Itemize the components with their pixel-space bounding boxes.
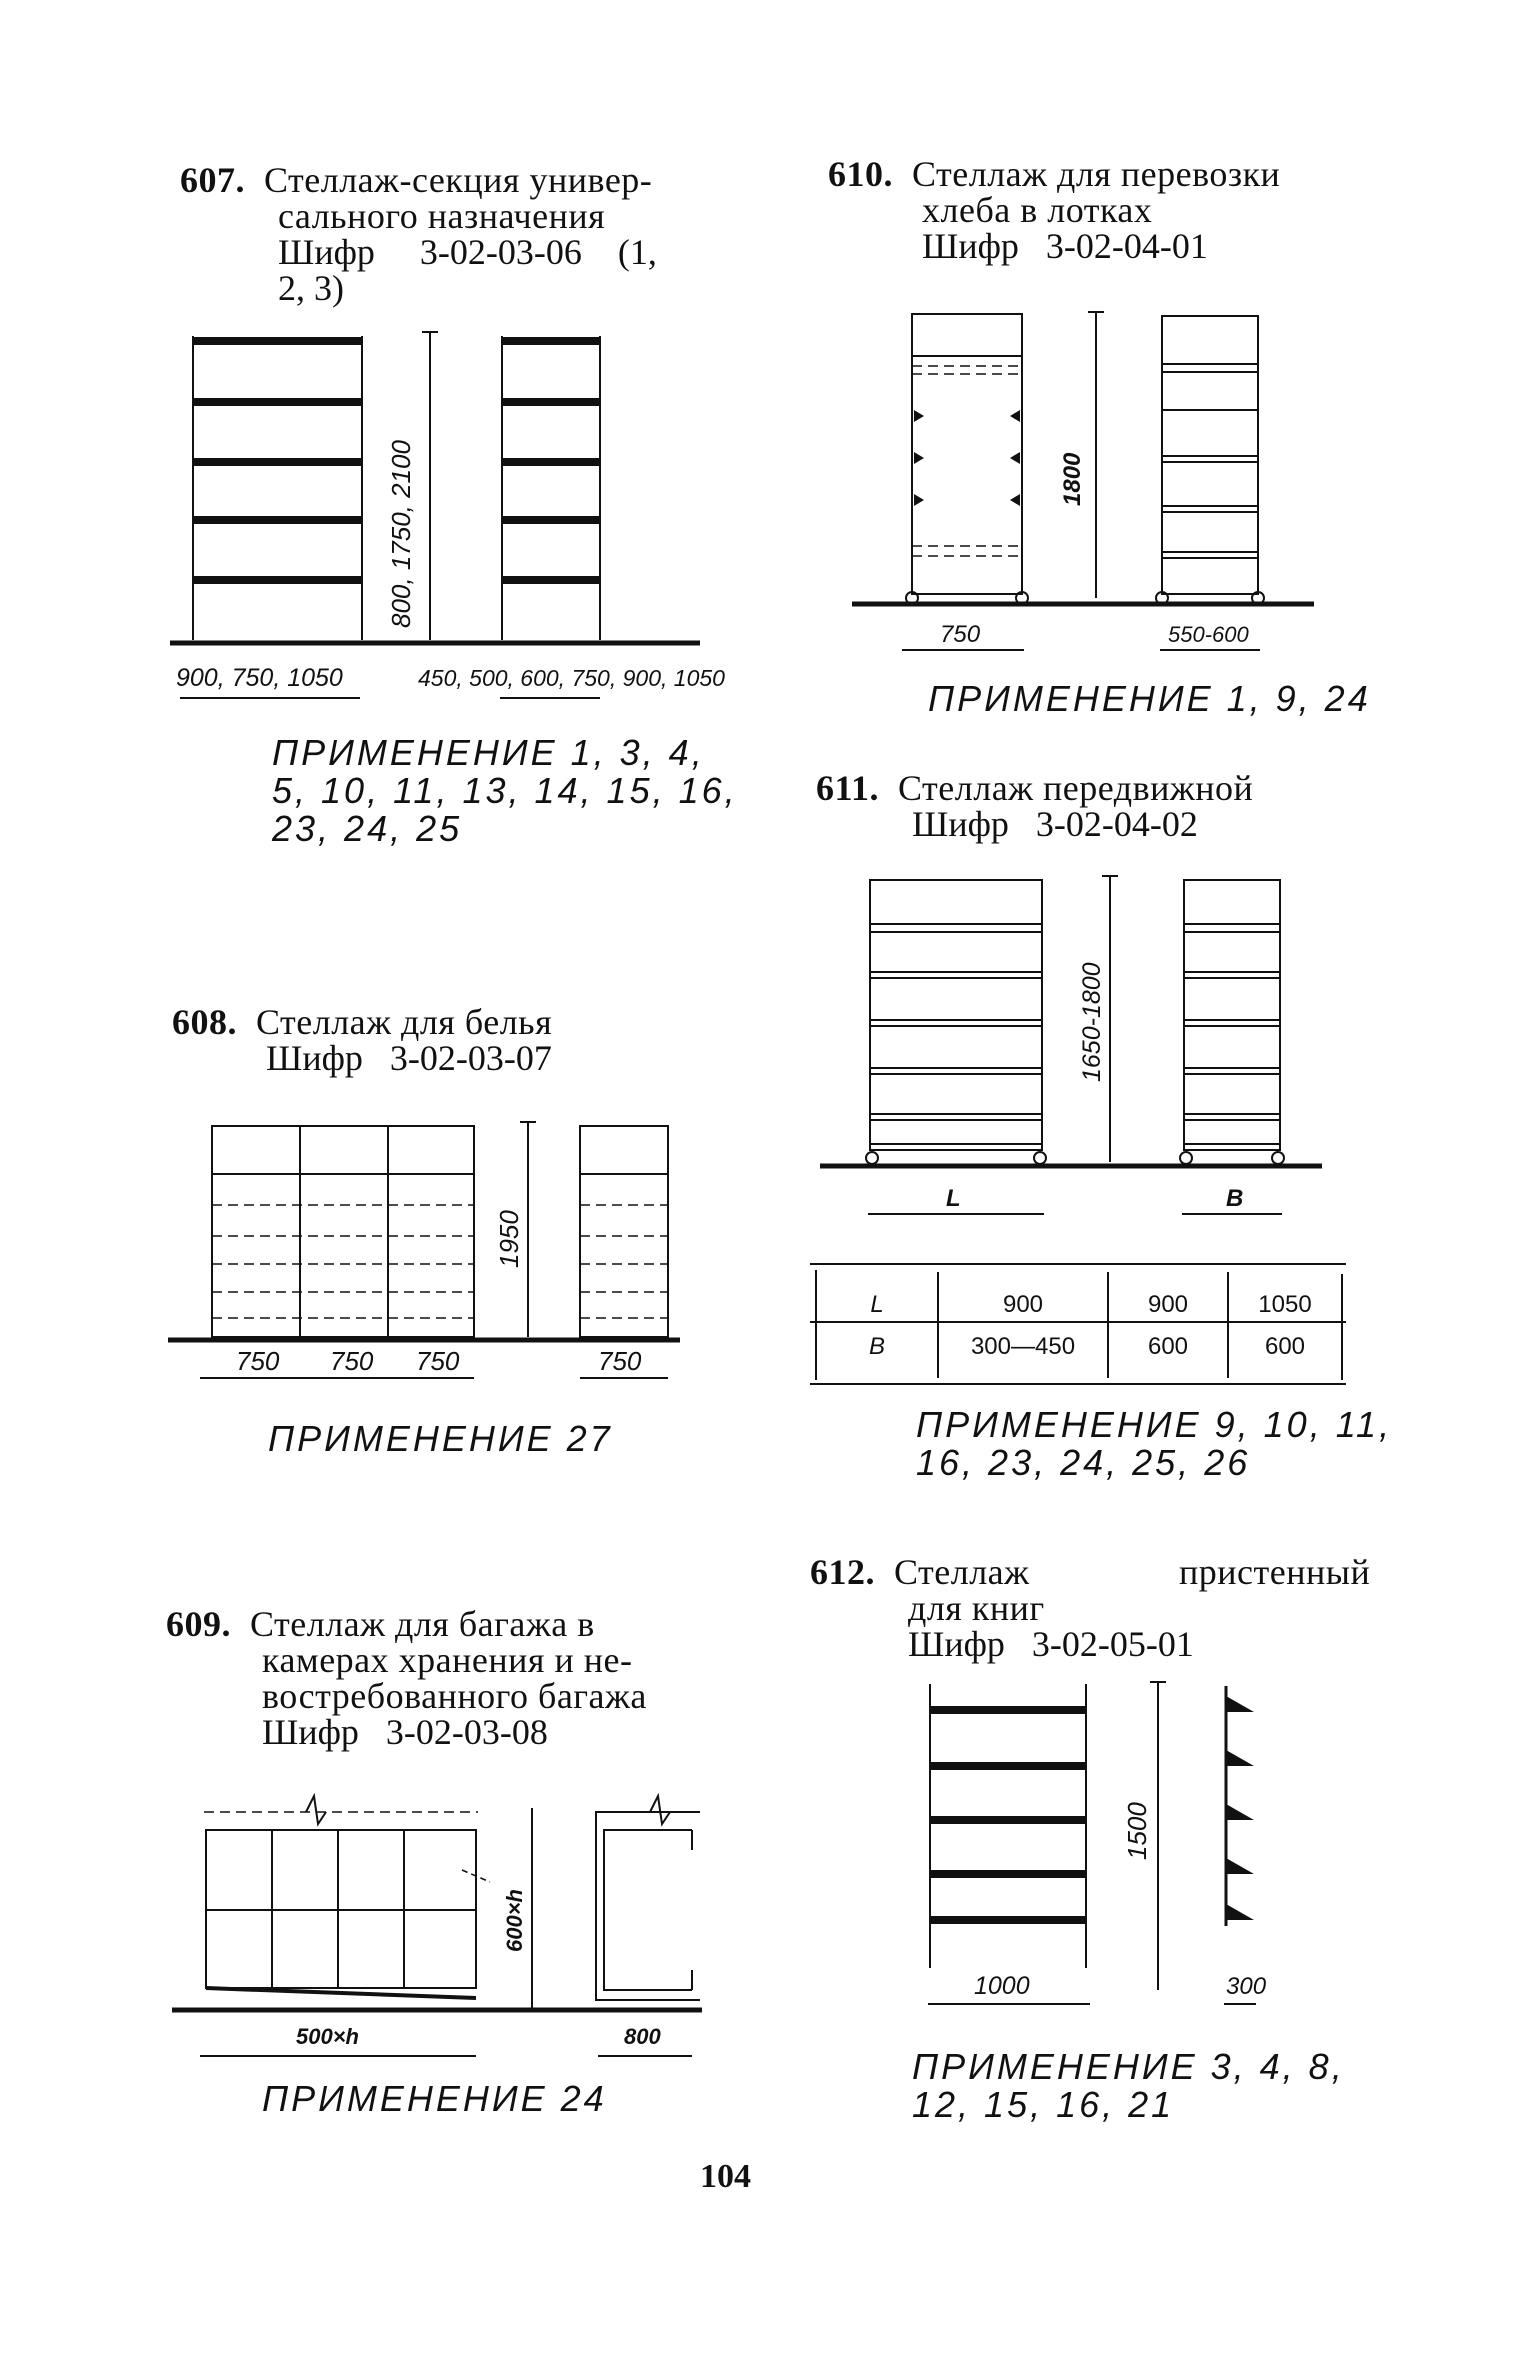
table-cell: 900 [1147, 1291, 1189, 1318]
entry-609-cipher-code: 3-02-03-08 [385, 1712, 548, 1752]
dim-607-width-front: 900, 750, 1050 [176, 664, 343, 692]
dim-612-side: 300 [1226, 1973, 1267, 2000]
entry-609-cipher-label: Шифр [262, 1712, 359, 1752]
entry-611-number: 611. [816, 768, 880, 808]
dim-607-width-side: 450, 500, 600, 750, 900, 1050 [418, 665, 725, 691]
dim-611-side: B [1226, 1185, 1244, 1212]
entry-607-cipher-extra2: 2, 3) [278, 268, 344, 308]
entry-609-title-line-2: камерах хранения и не- [262, 1640, 633, 1680]
dim-607-height: 800, 1750, 2100 [386, 440, 416, 628]
entry-611-cipher-label: Шифр [912, 804, 1009, 844]
entry-608-title-line-1: Стеллаж для белья [256, 1002, 553, 1042]
entry-607-number: 607. [180, 160, 245, 200]
dim-609-width: 500×h [296, 2024, 359, 2049]
entry-609-number: 609. [166, 1604, 231, 1644]
entry-612-number: 612. [810, 1552, 875, 1592]
entry-607-cipher-code: 3-02-03-06 [419, 232, 582, 272]
dim-611-height: 1650-1800 [1078, 962, 1106, 1082]
table-cell: 1050 [1258, 1291, 1312, 1318]
entry-612-application-line-2: 12, 15, 16, 21 [912, 2084, 1175, 2125]
dim-611-width: L [946, 1185, 961, 1212]
entry-609-title-line-1: Стеллаж для багажа в [250, 1604, 595, 1644]
entry-608-cipher-code: 3-02-03-07 [389, 1038, 552, 1078]
entry-609-title-line-3: востребованного багажа [262, 1676, 647, 1716]
entry-610-cipher-label: Шифр [922, 226, 1019, 266]
entry-607-title-line-2: сального назначения [278, 196, 606, 236]
entry-608-application-line-1: ПРИМЕНЕНИЕ 27 [268, 1418, 613, 1459]
entry-608-number: 608. [172, 1002, 237, 1042]
entry-610-application-line-1: ПРИМЕНЕНИЕ 1, 9, 24 [928, 678, 1371, 719]
entry-612-cipher-label: Шифр [908, 1624, 1005, 1664]
table-row-label: L [870, 1291, 884, 1318]
entry-610-title-line-2: хлеба в лотках [922, 190, 1153, 230]
entry-607-cipher-label: Шифр [278, 232, 375, 272]
dim-608-w2: 750 [330, 1346, 374, 1376]
table-cell: 300—450 [970, 1333, 1076, 1360]
dim-608-w3: 750 [416, 1346, 460, 1376]
entry-611-application-line-2: 16, 23, 24, 25, 26 [916, 1442, 1251, 1483]
dim-612-width: 1000 [974, 1972, 1030, 2000]
table-row-label: B [868, 1333, 885, 1360]
entry-607-application-line-1: ПРИМЕНЕНИЕ 1, 3, 4, [272, 732, 705, 773]
entry-607-title-line-1: Стеллаж-секция универ- [264, 160, 653, 200]
table-cell: 600 [1147, 1333, 1189, 1360]
dim-608-w1: 750 [236, 1346, 280, 1376]
entry-612-title-line-2: для книг [908, 1588, 1045, 1628]
entry-608-cipher-label: Шифр [266, 1038, 363, 1078]
entry-612-title-line-1: Стеллаж пристенный [894, 1552, 1371, 1592]
dim-609-height: 600×h [502, 1889, 527, 1952]
entry-612-application-line-1: ПРИМЕНЕНИЕ 3, 4, 8, [912, 2046, 1345, 2087]
dim-609-side: 800 [624, 2024, 661, 2049]
entry-607-application-line-3: 23, 24, 25 [272, 808, 463, 849]
entry-612-application [912, 2048, 1345, 2124]
entry-609-application-line-1: ПРИМЕНЕНИЕ 24 [262, 2078, 607, 2119]
dim-612-height: 1500 [1122, 1802, 1152, 1860]
entry-607-cipher-extra: (1, [617, 232, 657, 272]
dim-610-height: 1800 [1059, 452, 1086, 506]
entry-610-title-line-1: Стеллаж для перевозки [912, 154, 1281, 194]
entry-610-number: 610. [828, 154, 893, 194]
entry-611-title-line-1: Стеллаж передвижной [898, 768, 1254, 808]
table-cell: 900 [1002, 1291, 1044, 1318]
table-cell: 600 [1264, 1333, 1306, 1360]
entry-612-cipher-code: 3-02-05-01 [1031, 1624, 1194, 1664]
dim-608-side: 750 [598, 1346, 642, 1376]
entry-611-cipher-code: 3-02-04-02 [1035, 804, 1198, 844]
dim-608-height: 1950 [494, 1210, 524, 1268]
dim-610-width: 750 [940, 621, 981, 648]
entry-610-cipher-code: 3-02-04-01 [1045, 226, 1208, 266]
entry-611-application-line-1: ПРИМЕНЕНИЕ 9, 10, 11, [916, 1404, 1393, 1445]
page-number: 104 [700, 2158, 751, 2195]
dim-610-side: 550-600 [1168, 622, 1249, 647]
entry-607-application-line-2: 5, 10, 11, 13, 14, 15, 16, [272, 770, 738, 811]
